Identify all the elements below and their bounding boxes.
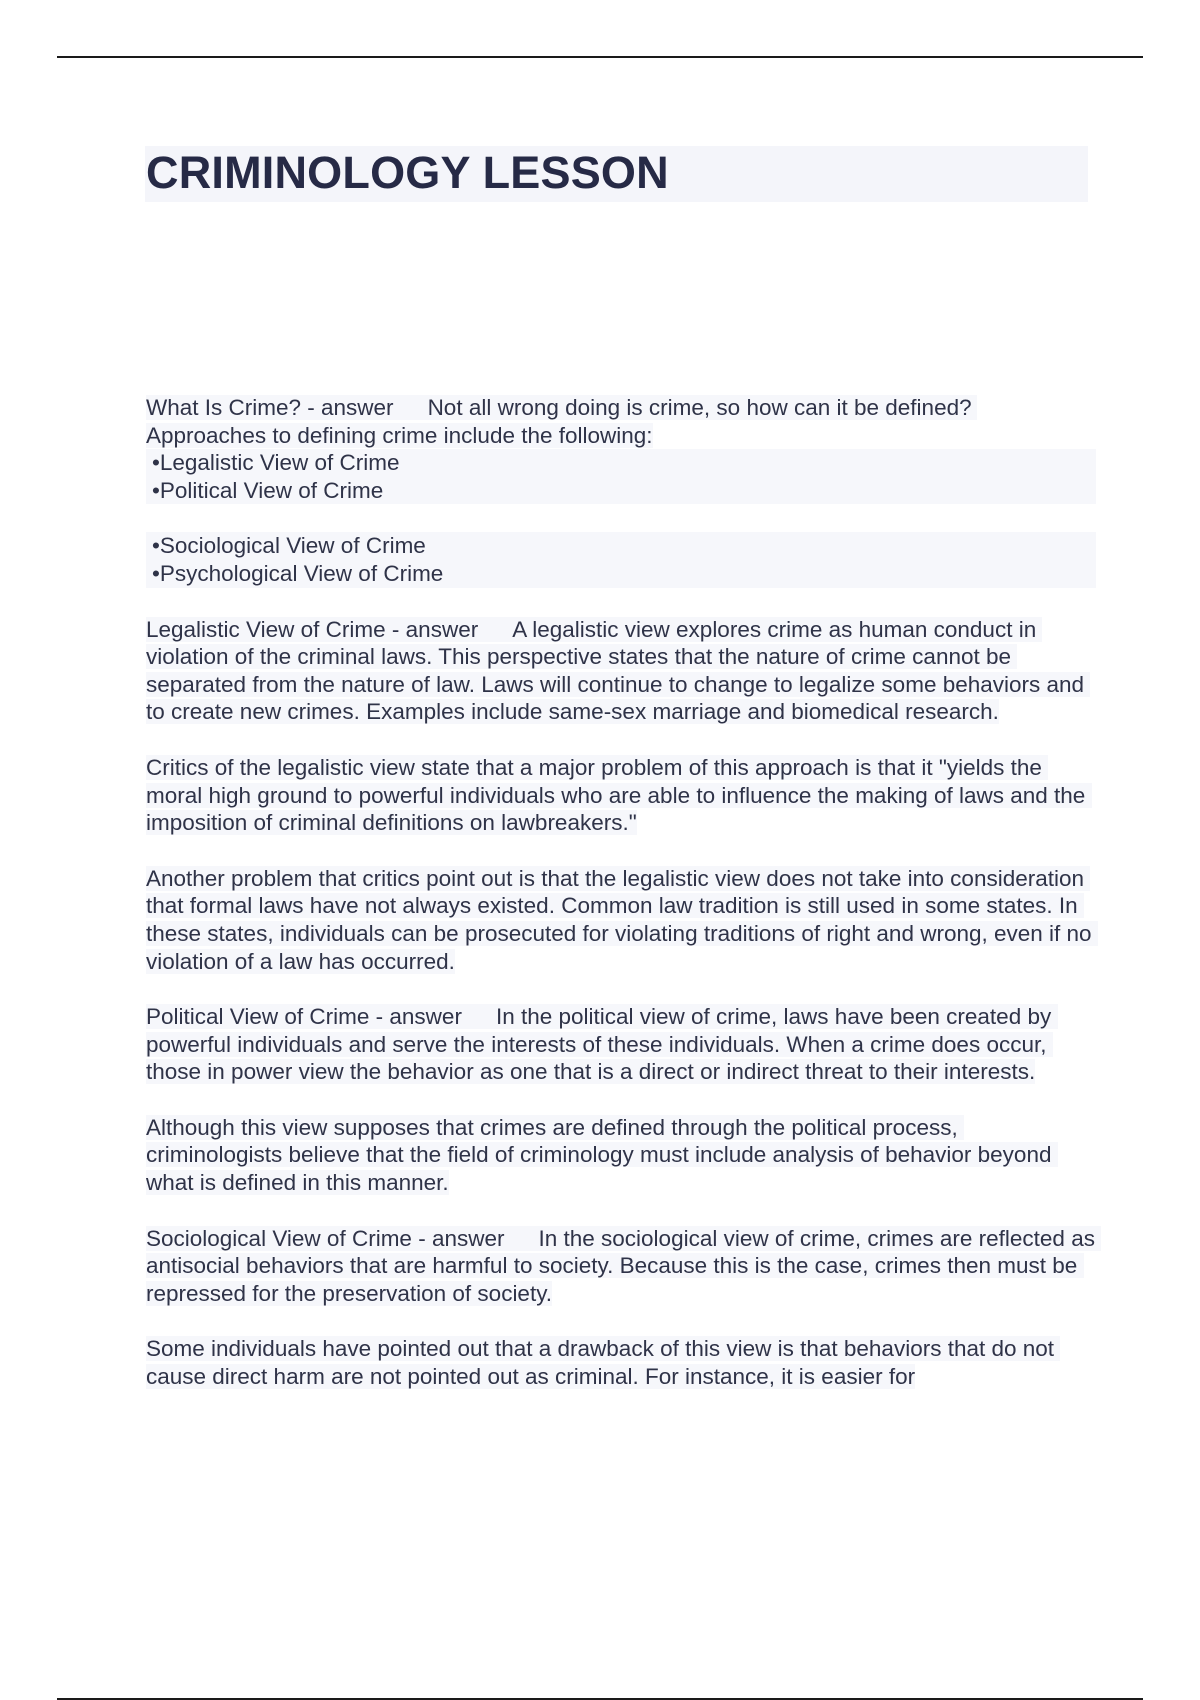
qa-entry-legalistic-view xyxy=(146,616,1096,726)
question-text: Legalistic View of Crime - answer xyxy=(146,616,479,642)
list-item: •Sociological View of Crime xyxy=(146,532,1096,560)
answer-text: In the political view of crime, laws have been created by powerful individuals and serve the interests of these individuals. When a crime does occur, those in power view the behavior as one that is a direct or indirect threat to their interests. xyxy=(146,1004,1058,1085)
list-item: •Political View of Crime xyxy=(146,477,1096,505)
question-text: Sociological View of Crime - answer xyxy=(146,1225,505,1251)
qa-entry-political-view xyxy=(146,1003,1096,1086)
answer-text: In the sociological view of crime, crimes are reflected as antisocial behaviors that are harmful to society. Because this is the case, crimes then must be repressed for the preservation of society. xyxy=(146,1225,1102,1306)
qa-entry-sociological-view xyxy=(146,1225,1102,1308)
list-item: •Legalistic View of Crime xyxy=(146,449,1096,477)
document-body xyxy=(146,394,1102,1419)
question-text: Political View of Crime - answer xyxy=(146,1004,462,1030)
bullet-list-continued xyxy=(146,532,1096,587)
question-text: What Is Crime? - answer xyxy=(146,395,394,420)
bullet-list xyxy=(146,449,1096,504)
answer-text: A legalistic view explores crime as human conduct in violation of the criminal laws. This perspective states that the nature of crime cannot be separated from the nature of law. Laws will continue to change to legalize some behaviors and to create new crimes. Examples include same-sex marriage and biomedical research. xyxy=(146,616,1091,725)
qa-entry-what-is-crime xyxy=(146,394,1096,504)
list-item: •Psychological View of Crime xyxy=(146,560,1096,588)
paragraph: Critics of the legalistic view state that a major problem of this approach is that it "yields the moral high ground to powerful individuals who are able to influence the making of laws and the imposition of criminal definitions on lawbreakers." xyxy=(146,754,1092,836)
paragraph: Some individuals have pointed out that a drawback of this view is that behaviors that do not cause direct harm are not pointed out as criminal. For instance, it is easier for xyxy=(146,1336,1061,1390)
page-title: CRIMINOLOGY LESSON xyxy=(146,147,669,198)
paragraph: Another problem that critics point out is that the legalistic view does not take into consideration that formal laws have not always existed. Common law tradition is still used in some states. In these states, individuals can be prosecuted for violating traditions of right and wrong, even if no violation of a law has occurred. xyxy=(146,865,1098,974)
answer-text: Not all wrong doing is crime, so how can it be defined? Approaches to defining crime include the following: xyxy=(146,395,977,448)
paragraph: Although this view supposes that crimes are defined through the political process, criminologists believe that the field of criminology must include analysis of behavior beyond what is defined in this manner. xyxy=(146,1114,1058,1196)
header-rule xyxy=(57,56,1143,58)
